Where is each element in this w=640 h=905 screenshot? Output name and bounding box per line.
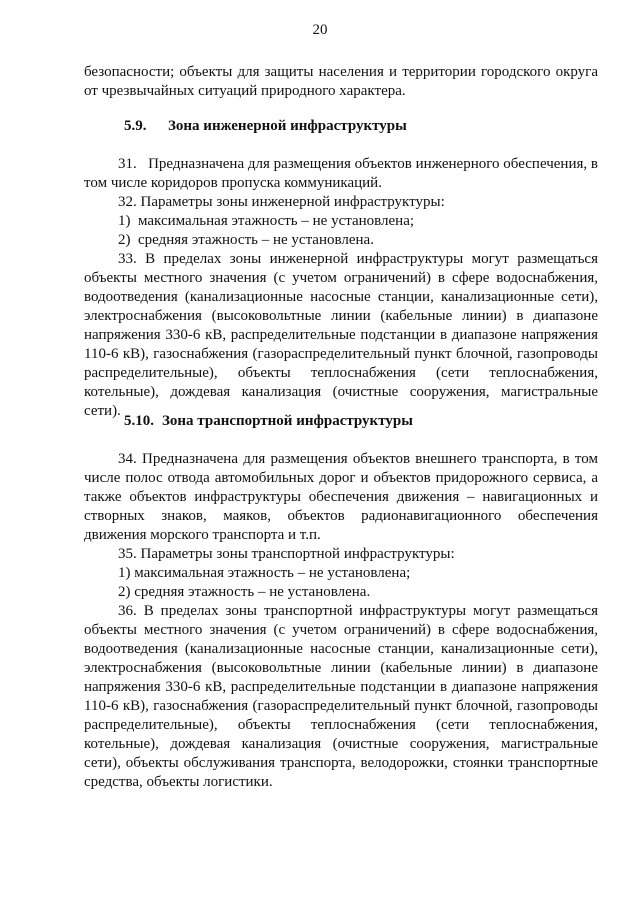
- list-item-2: 2) средняя этажность – не установлена.: [118, 232, 374, 248]
- paragraph-33: 33. В пределах зоны инженерной инфраструктуры могут размещаться объекты местного значения (с учетом ограничений) в сфере водоснабжения, водоотведения (канализационные насосные станции, канализационные сети), электроснабжения (высоковольтные линии (кабельные линии) в диапазоне напряжения 330-6 кВ, распределительные подстанции в диапазоне напряжения 110-6 кВ), газоснабжения (газораспределительный пункт блочной, газопроводы распределительные), объекты теплоснабжения (сети теплоснабжения, котельные), дождевая канализация (очистные сооружения, магистральные сети).: [84, 251, 598, 419]
- list-item-1: 1) максимальная этажность – не установлена;: [118, 213, 415, 229]
- section-number: 5.10.: [124, 413, 154, 429]
- paragraph-36: 36. В пределах зоны транспортной инфраструктуры могут размещаться объекты местного значения (с учетом ограничений) в сфере водоснабжения, водоотведения (канализационные насосные станции, канализационные сети), электроснабжения (высоковольтные линии (кабельные линии) в диапазоне напряжения 330-6 кВ, распределительные подстанции в диапазоне напряжения 110-6 кВ), газоснабжения (газораспределительный пункт блочной, газопроводы распределительные), объекты теплоснабжения (сети теплоснабжения, котельные), дождевая канализация (очистные сооружения, магистральные сети), объекты обслуживания транспорта, велодорожки, стоянки транспортные средства, объекты логистики.: [84, 603, 598, 790]
- intro-text: безопасности; объекты для защиты населения и территории городского округа от чрезвычайных ситуаций природного характера.: [84, 64, 598, 99]
- section-5-10-body: [84, 450, 598, 792]
- section-5-9-body: [84, 155, 598, 421]
- list-item-2: 2) средняя этажность – не установлена.: [118, 584, 371, 600]
- section-heading-5-9: [124, 117, 407, 136]
- paragraph-31: 31. Предназначена для размещения объектов инженерного обеспечения, в том числе коридоров пропуска коммуникаций.: [84, 156, 598, 191]
- paragraph-32: 32. Параметры зоны инженерной инфраструктуры:: [118, 194, 445, 210]
- section-title: Зона инженерной инфраструктуры: [168, 118, 407, 134]
- paragraph-34: 34. Предназначена для размещения объектов внешнего транспорта, в том числе полос отвода автомобильных дорог и объектов придорожного сервиса, а также объектов инфраструктуры обеспечения движения – навигационных и створных знаков, маяков, объектов радионавигационного обеспечения движения морского транспорта и т.п.: [84, 451, 598, 543]
- page-number: 20: [312, 22, 328, 38]
- intro-paragraph: [84, 63, 598, 101]
- section-number: 5.9.: [124, 118, 147, 134]
- paragraph-35: 35. Параметры зоны транспортной инфраструктуры:: [118, 546, 455, 562]
- section-title: Зона транспортной инфраструктуры: [162, 413, 413, 429]
- list-item-1: 1) максимальная этажность – не установлена;: [118, 565, 411, 581]
- section-heading-5-10: [124, 412, 413, 431]
